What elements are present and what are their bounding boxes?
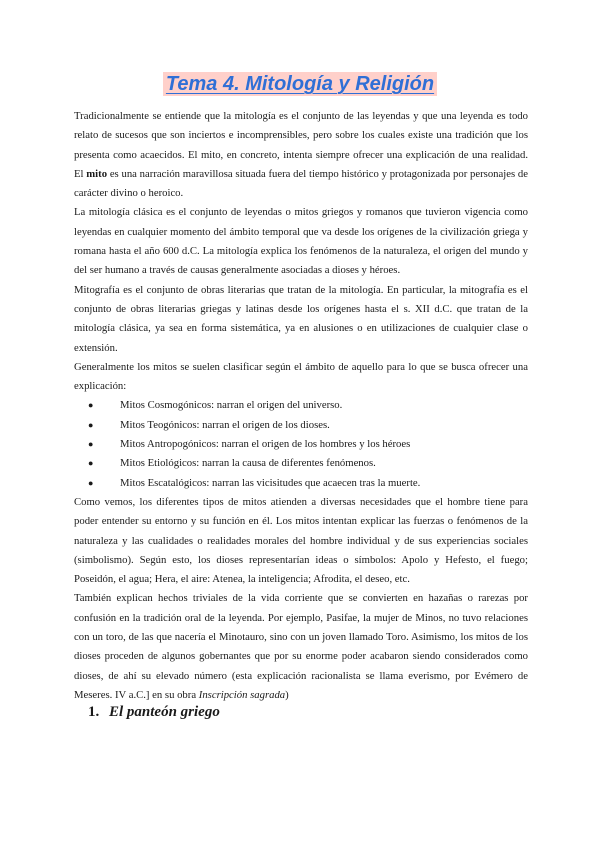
bullet-icon: ● — [88, 439, 94, 450]
list-item — [88, 396, 528, 415]
title-wrapper — [0, 72, 600, 96]
paragraph-text: ) — [285, 688, 289, 701]
list-item — [88, 416, 528, 435]
section-number: 1. — [88, 704, 100, 720]
list-item-text: Mitos Antropogónicos: narran el origen de los hombres y los héroes — [120, 438, 411, 451]
paragraph-text: es una narración maravillosa situada fuera del tiempo histórico y protagonizada por personajes de carácter divino o heroico. — [74, 167, 528, 200]
myth-types-list — [74, 396, 528, 492]
paragraph-mitologia-clasica: La mitología clásica es el conjunto de leyendas o mitos griegos y romanos que tuvieron vigencia como leyendas en cualquier momento del ámbito temporal que va desde los orígenes de la civilización griega y romana hasta el año 600 d.C. La mitología explica los fenómenos de la naturaleza, el origen del mundo y del ser humano a través de causas generalmente asociadas a dioses y héroes. — [74, 206, 528, 277]
document-body — [74, 107, 528, 705]
list-item-text: Mitos Etiológicos: narran la causa de diferentes fenómenos. — [120, 457, 376, 470]
list-item-text: Mitos Teogónicos: narran el origen de los dioses. — [120, 418, 330, 431]
paragraph-clasificacion: Generalmente los mitos se suelen clasificar según el ámbito de aquello para lo que se busca ofrecer una explicación: — [74, 360, 528, 393]
paragraph-text: También explican hechos triviales de la vida corriente que se convierten en hazañas o rarezas por confusión en la tradición oral de la leyenda. Por ejemplo, Pasifae, la mujer de Minos, no tuvo relaciones con un toro, de las que nacería el Minotauro, sino con un joven llamado Toro. Asimismo, los mitos de los dioses proceden de algunos gobernantes que por su enorme poder acabaron siendo considerados como dioses, de ahí su elevado número (esta explicación racionalista se llama everismo, por Evémero de Meseres. IV a.C.] en su obra — [74, 592, 528, 701]
section-heading — [88, 704, 220, 721]
section-title: El panteón griego — [109, 704, 220, 720]
italic-work-title: Inscripción sagrada — [198, 688, 286, 701]
list-item — [88, 454, 528, 473]
bullet-icon: ● — [88, 400, 94, 411]
bullet-icon: ● — [88, 458, 94, 469]
bullet-icon: ● — [88, 477, 94, 488]
list-item-text: Mitos Cosmogónicos: narran el origen del universo. — [120, 399, 343, 412]
bold-term-mito: mito — [86, 167, 108, 180]
paragraph-mitologia-definicion — [74, 107, 528, 203]
bullet-icon: ● — [88, 419, 94, 430]
list-item — [88, 474, 528, 493]
list-item — [88, 435, 528, 454]
list-item-text: Mitos Escatalógicos: narran las vicisitudes que acaecen tras la muerte. — [120, 476, 421, 489]
paragraph-everismo — [74, 589, 528, 705]
paragraph-text: Tradicionalmente se entiende que la mitología es el conjunto de las leyendas y que una leyenda es todo relato de sucesos que son inciertos e incomprensibles, pero sobre los cuales existe una tradición que los presenta como acaecidos. El mito, en concreto, intenta siempre ofrecer una explicación de una realidad. El — [74, 110, 528, 180]
page-title: Tema 4. Mitología y Religión — [163, 72, 437, 96]
paragraph-mitografia: Mitografía es el conjunto de obras literarias que tratan de la mitología. En particular, la mitografía es el conjunto de obras literarias griegas y latinas desde los orígenes hasta el s. XII d.C. que tratan de la mitología clásica, ya sea en forma sistemática, ya en alusiones o en utilizaciones de cualquier clase o extensión. — [74, 283, 528, 354]
paragraph-funcion-mitos: Como vemos, los diferentes tipos de mitos atienden a diversas necesidades que el hombre tiene para poder entender su entorno y su función en él. Los mitos intentan explicar las fuerzas o fenómenos de la naturaleza y las cualidades o realidades morales del hombre individual y de sus experiencias sociales (simbolismo). Según esto, los dioses representarían ideas o símbolos: Apolo y Hefesto, el fuego; Poseidón, el agua; Hera, el aire: Atenea, la inteligencia; Afrodita, el deseo, etc. — [74, 495, 528, 586]
